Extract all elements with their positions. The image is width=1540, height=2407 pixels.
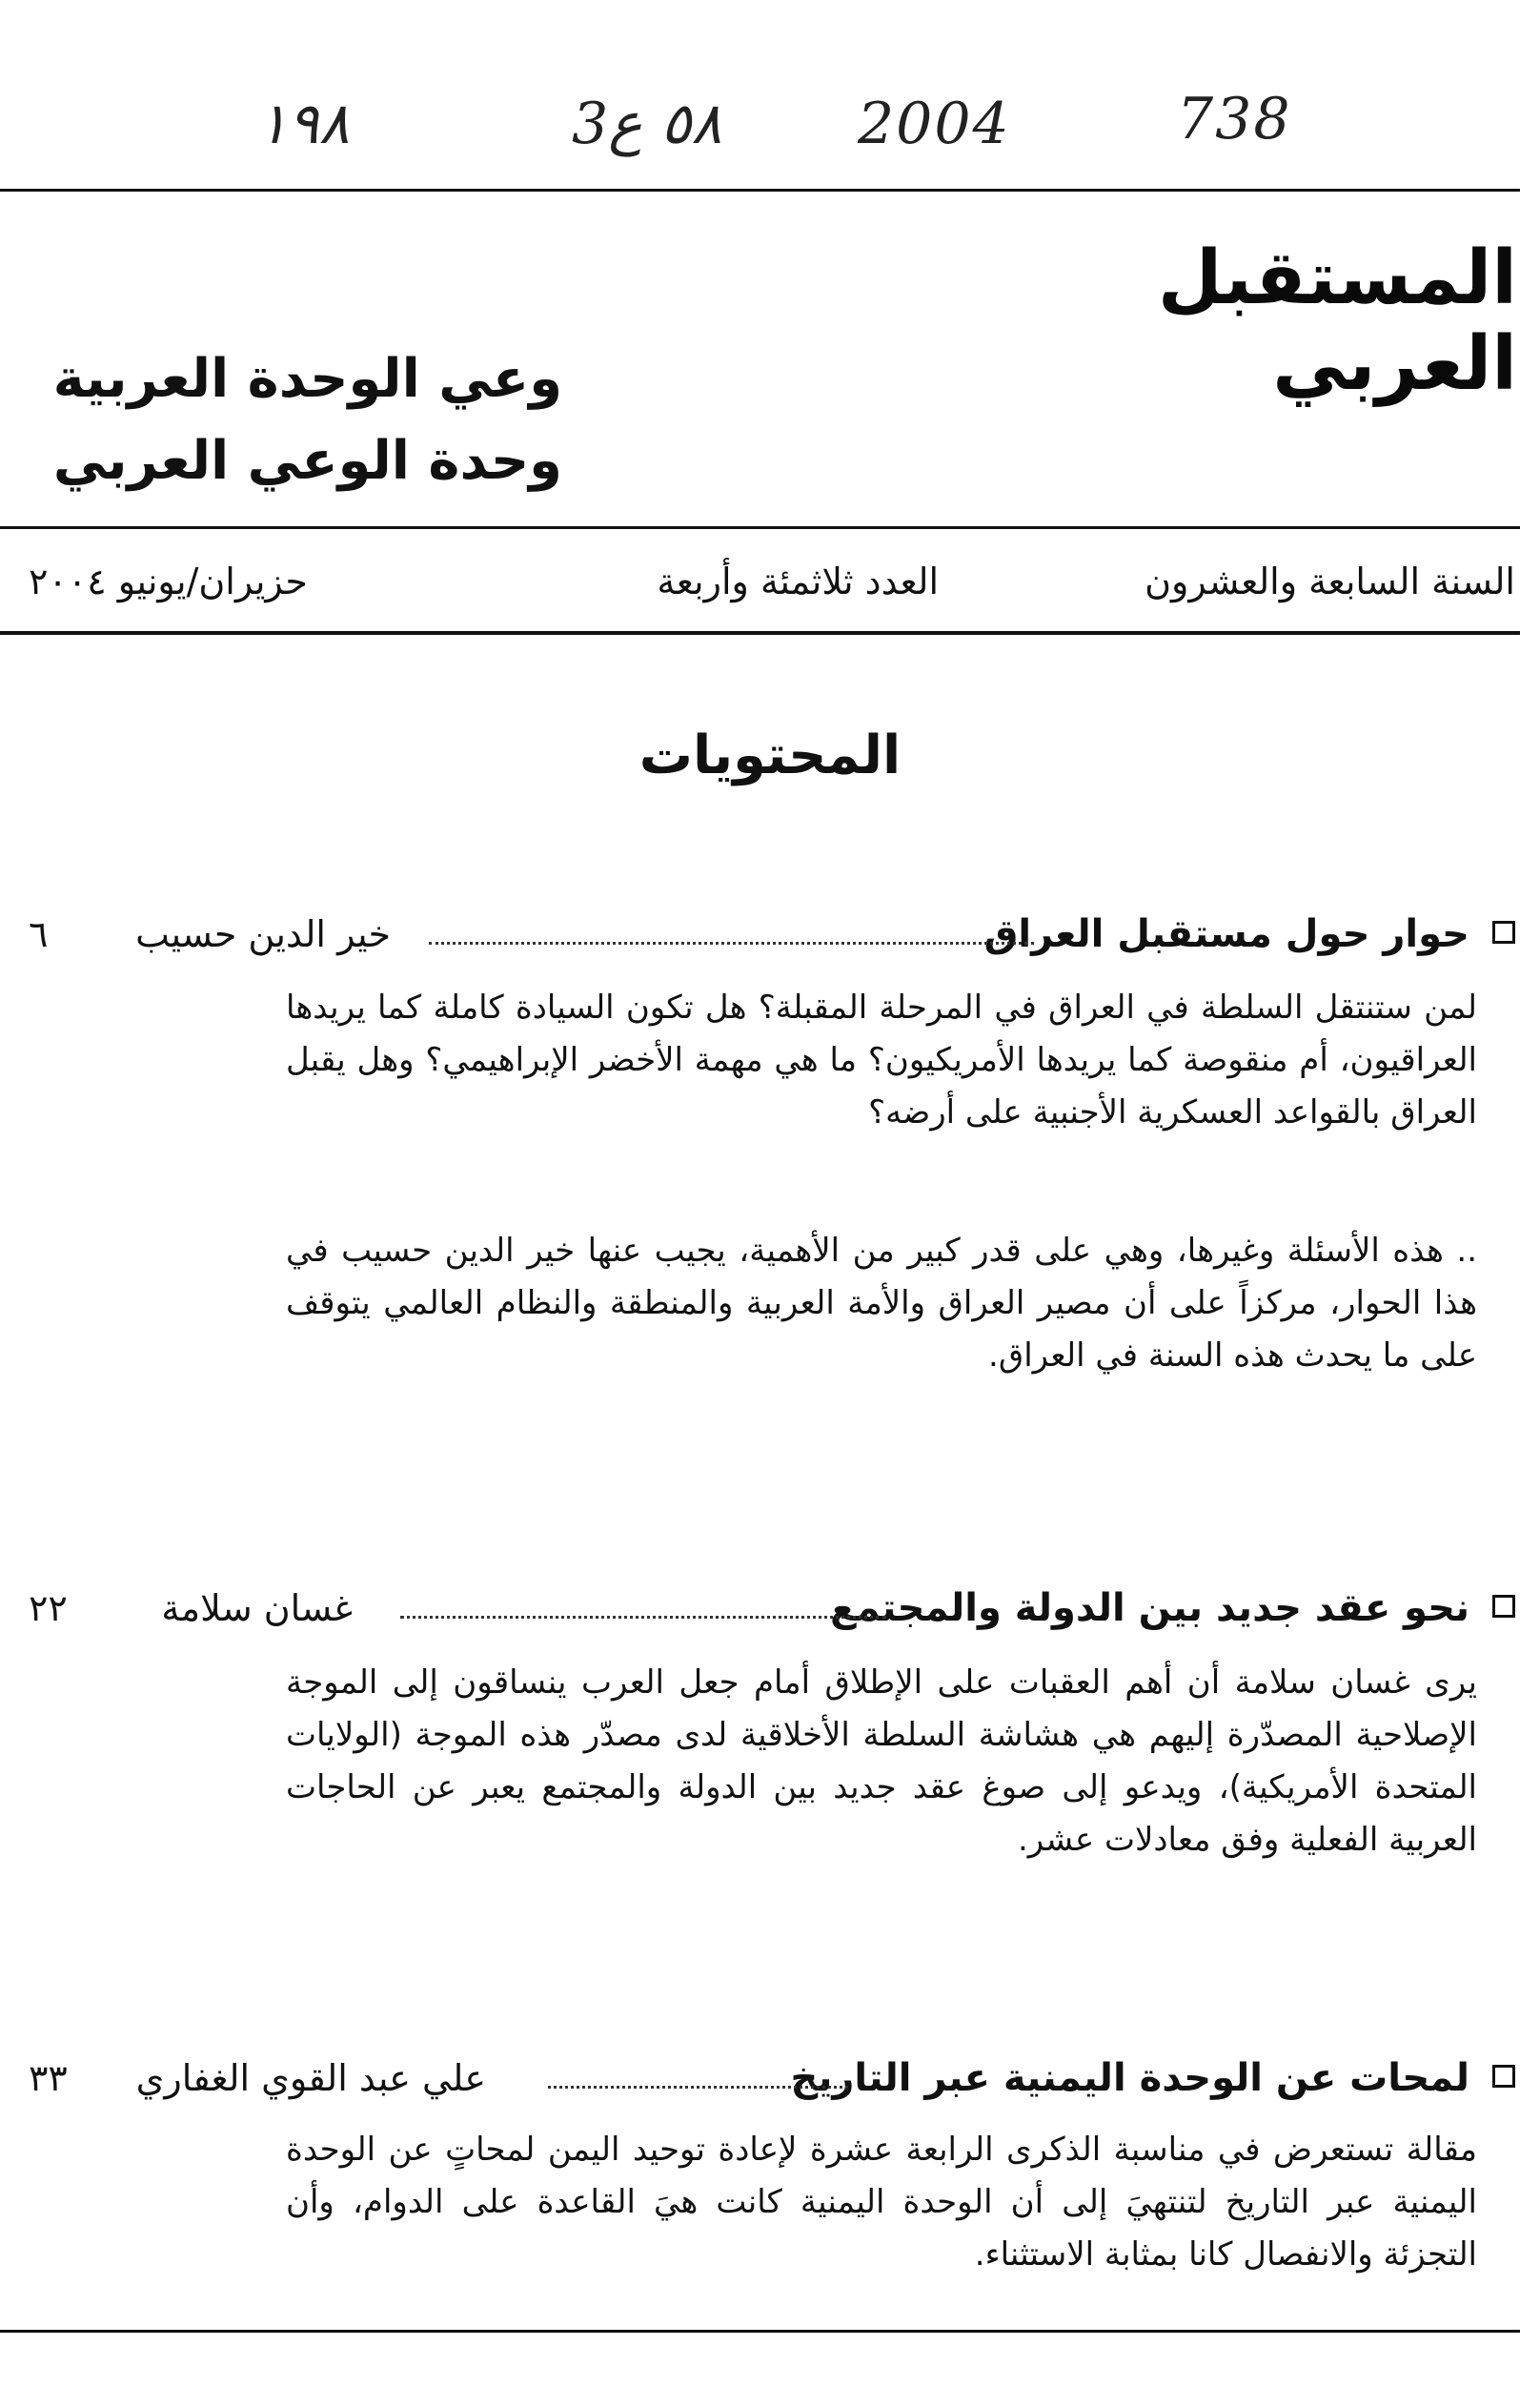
entry-page: ٦ [29, 913, 49, 955]
issue-rule-bottom [0, 631, 1520, 635]
cover-title-line-2: وحدة الوعي العربي [52, 430, 562, 492]
handwritten-note-1: ١٩٨ [257, 91, 350, 157]
entry-2-paragraph-1: يرى غسان سلامة أن أهم العقبات على الإطلاق أمام جعل العرب ينساقون إلى الموجة الإصلاحية المصدّرة إليهم هي هشاشة السلطة الأخلاقية لدى مصدّر هذه الموجة (الولايات المتحدة الأمريكية)، ويدعو إلى صوغ عقد جديد بين الدولة والمجتمع يعبر عن الحاجات العربية الفعلية وفق معادلات عشر. [286, 1663, 1477, 1859]
cover-title-line-1: وعي الوحدة العربية [52, 348, 562, 410]
entry-title: حوار حول مستقبل العراق [983, 912, 1469, 956]
bottom-rule [0, 2330, 1520, 2333]
issue-year: السنة السابعة والعشرون [1145, 561, 1515, 602]
entry-author: علي عبد القوي الغفاري [135, 2057, 486, 2099]
entry-1-paragraph-1: لمن ستنتقل السلطة في العراق في المرحلة المقبلة؟ هل تكون السيادة كاملة كما يريدها العراقيون، أم منقوصة كما يريدها الأمريكيون؟ ما هي مهمة الأخضر الإبراهيمي؟ وهل يقبل العراق بالقواعد العسكرية الأجنبية على أرضه؟ [286, 989, 1477, 1132]
entry-3-paragraph-1: مقالة تستعرض في مناسبة الذكرى الرابعة عشرة لإعادة توحيد اليمن لمحاتٍ عن الوحدة اليمنية عبر التاريخ لتنتهيَ إلى أن الوحدة اليمنية كانت هيَ القاعدة على الدوام، وأن التجزئة والانفصال كانا بمثابة الاستثناء. [286, 2131, 1477, 2274]
checkbox-icon [1492, 1595, 1515, 1618]
entry-title: نحو عقد جديد بين الدولة والمجتمع [830, 1586, 1469, 1630]
entry-author: خير الدين حسيب [135, 913, 391, 955]
checkbox-icon [1492, 2065, 1515, 2088]
leader-dots [429, 906, 1034, 945]
cover-title [29, 338, 562, 502]
checkbox-icon [1492, 921, 1515, 944]
top-rule [0, 189, 1520, 192]
issue-info [29, 548, 1515, 615]
handwritten-note-3: 2004 [858, 91, 1011, 157]
entry-title: لمحات عن الوحدة اليمنية عبر التاريخ [790, 2056, 1469, 2100]
entry-1-paragraph-2: .. هذه الأسئلة وغيرها، وهي على قدر كبير من الأهمية، يجيب عنها خير الدين حسيب في هذا الحوار، مركزاً على أن مصير العراق والأمة العربية والمنطقة والنظام العالمي يتوقف على ما يحدث هذه السنة في العراق. [286, 1232, 1477, 1375]
issue-date: حزيران/يونيو ٢٠٠٤ [29, 561, 308, 602]
journal-logo [1048, 235, 1519, 407]
leader-dots [548, 2050, 848, 2089]
leader-dots [400, 1580, 886, 1619]
contents-heading: المحتويات [638, 724, 902, 786]
toc-entry-2 [29, 1580, 1515, 1637]
toc-entry-1 [29, 906, 1515, 963]
logo-text: المستقبل العربي [1157, 235, 1517, 407]
issue-number: العدد ثلاثمئة وأربعة [657, 561, 939, 602]
entry-page: ٢٢ [29, 1587, 68, 1629]
issue-rule-top [0, 526, 1520, 529]
entry-page: ٣٣ [29, 2057, 68, 2099]
toc-entry-3 [29, 2050, 1515, 2107]
entry-author: غسان سلامة [161, 1587, 353, 1629]
handwritten-note-4: 738 [1177, 86, 1292, 153]
handwritten-note-2: 3٥٨ ع [572, 91, 722, 157]
